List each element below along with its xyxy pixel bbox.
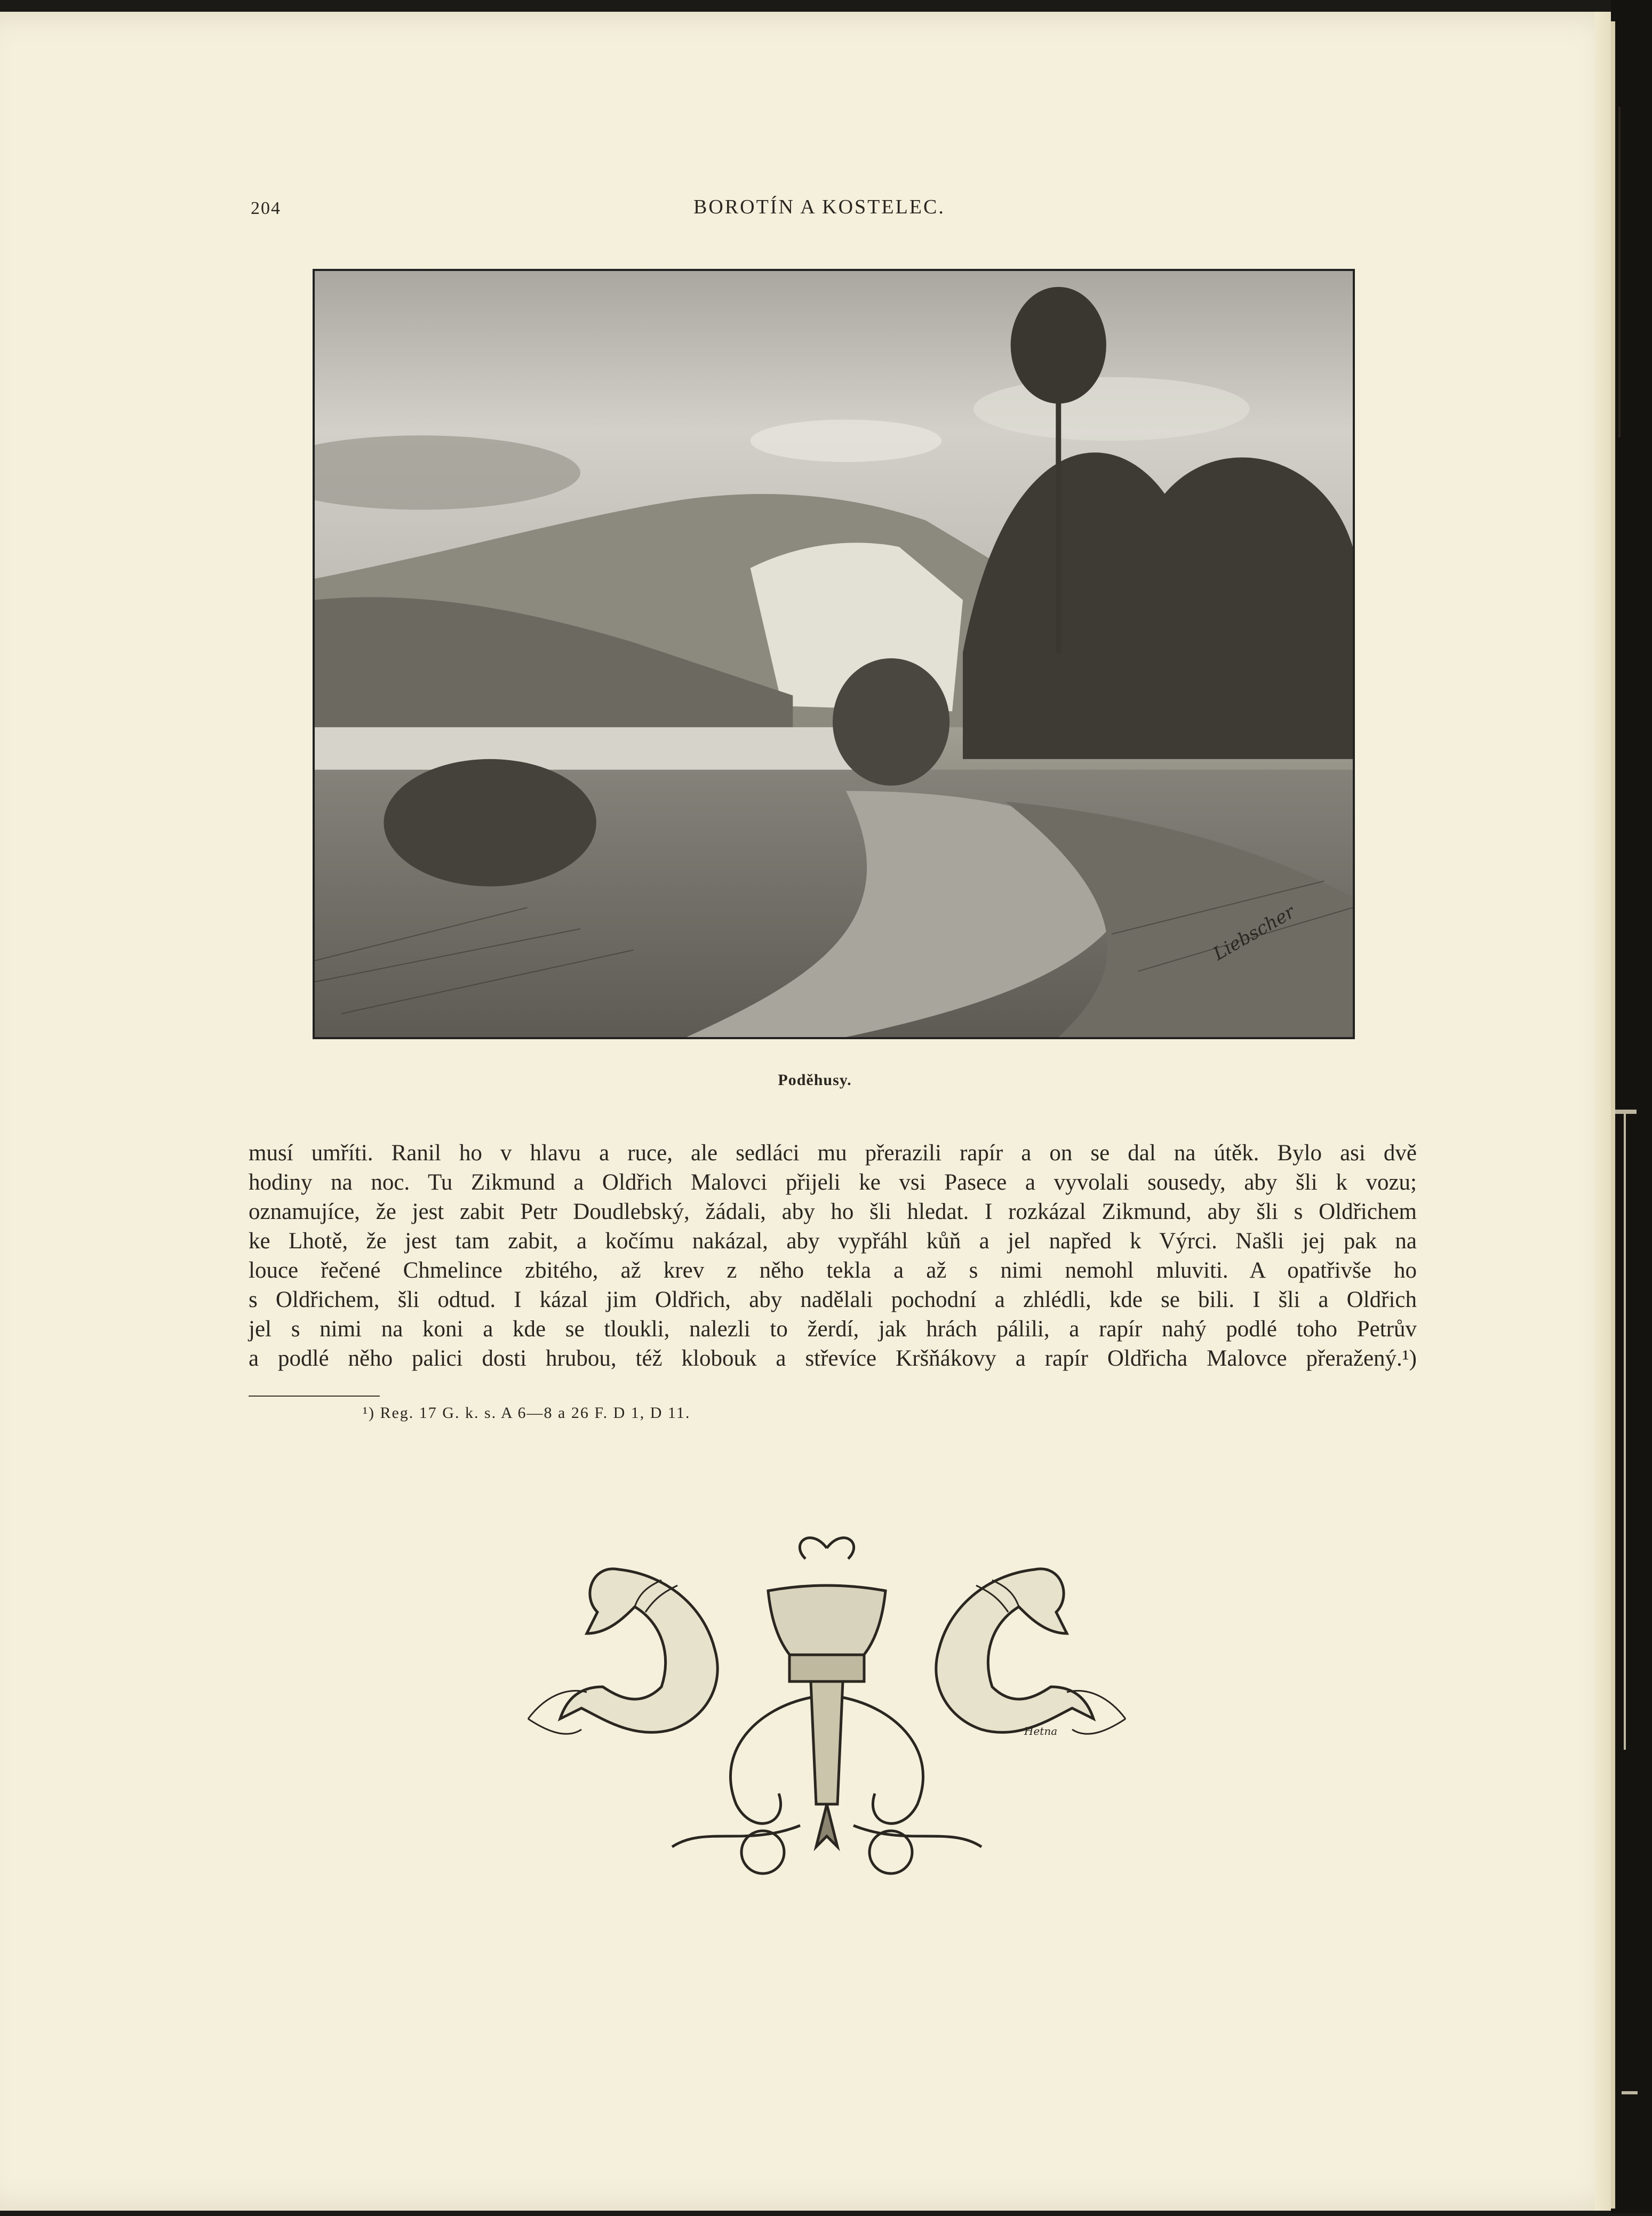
footnote-rule (249, 1396, 380, 1397)
engraver-signature: Hetna (1024, 1725, 1058, 1737)
running-head-title: BOROTÍN A KOSTELEC. (693, 196, 945, 218)
text-line: ke Lhotě, že jest tam zabit, a kočímu nakázal, aby vypřáhl kůň a jel napřed k Výrci. Našli jej pak na (249, 1229, 1417, 1254)
landscape-illustration (313, 269, 1355, 1039)
illustration-caption: Poděhusy. (778, 1071, 852, 1089)
text-line: jel s nimi na koni a kde se tloukli, nalezli to žerdí, jak hrách pálili, a rapír nahý podlé toho Petrův (249, 1317, 1417, 1342)
book-page (0, 12, 1630, 2211)
text-line: hodiny na noc. Tu Zikmund a Oldřich Malovci přijeli ke vsi Pasece a vyvolali sousedy, aby šli k vozu; (249, 1170, 1417, 1195)
vignette-horses-chalice (512, 1527, 1142, 1900)
artist-signature: Liebscher (1209, 901, 1298, 964)
text-line: musí umříti. Ranil ho v hlavu a ruce, ale sedláci mu přerazili rapír a on se dal na útěk. Bylo asi dvě (249, 1141, 1417, 1166)
ornamental-vignette (512, 1527, 1142, 1900)
text-line: s Oldřichem, šli odtud. I kázal jim Oldřich, aby nadělali pochodní a zhlédli, kde se bili. I šli a Oldřich (249, 1287, 1417, 1312)
running-head (0, 193, 1630, 225)
footnote: ¹) Reg. 17 G. k. s. A 6—8 a 26 F. D 1, D 11. (363, 1404, 691, 1422)
text-line: louce řečené Chmelince zbitého, až krev z něho tekla a až s nimi nemohl mluviti. A opatřivše ho (249, 1258, 1417, 1283)
text-line: a podlé něho palici dosti hrubou, též klobouk a střevíce Kršňákovy a rapír Oldřicha Malovce přeražený.¹) (249, 1346, 1417, 1371)
text-line: oznamujíce, že jest zabit Petr Doudlebský, žádali, aby ho šli hledat. I rozkázal Zikmund, aby šli s Oldřichem (249, 1199, 1417, 1224)
page-number: 204 (251, 198, 281, 218)
landscape-engraving (315, 271, 1353, 1037)
body-text (249, 1138, 1417, 1373)
scan-edge (1611, 0, 1652, 2213)
